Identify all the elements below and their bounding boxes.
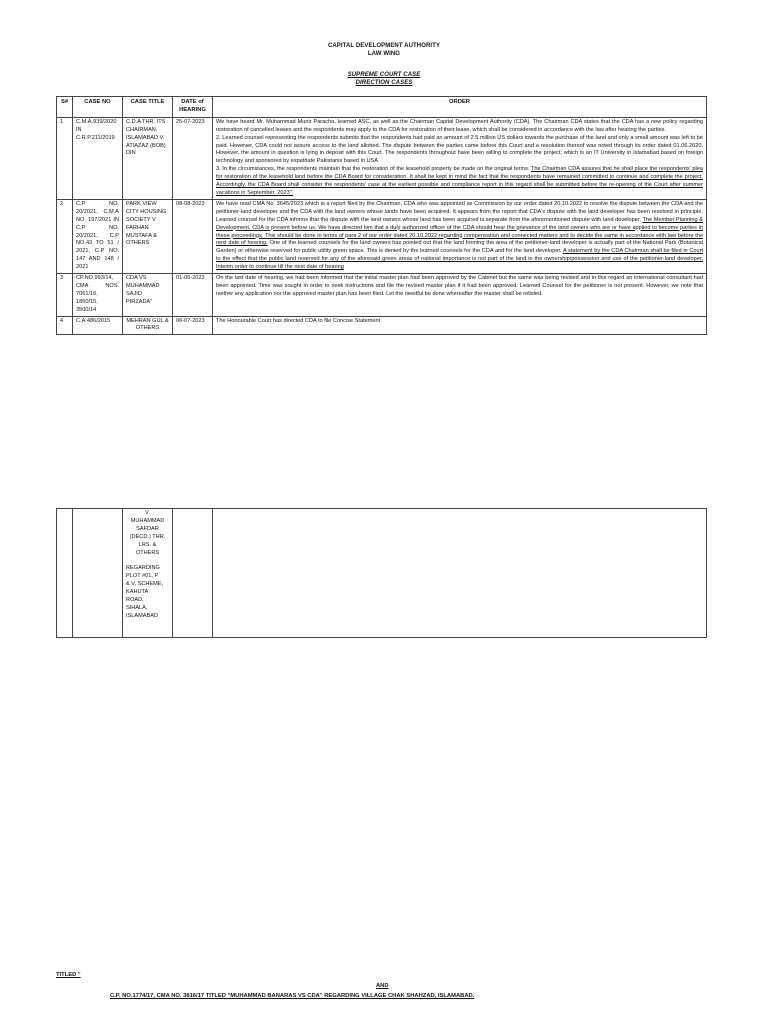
cell-sn xyxy=(57,509,73,638)
table-row xyxy=(57,509,707,638)
title-line: OTHERS xyxy=(135,549,160,556)
title-line: & V, SCHEME, xyxy=(126,581,164,588)
order-paragraph: 2. Learned counsel representing the respondents submits that the respondents had paid an amount of 2.5 million US dollars towards the purchase of the land and only a small amount was left to be paid. However, CDA could not assure access to the land allotted. The dispute between the parties came before this Court and a resolution thereof was noted through its order dated 01.06.2020. However, the amount in question is lying in deposit with this Court. The respondents throughout have been willing to complete the project, which is an IT University in Islamabad based on foreign technology and sponsored by expatriate Pakistanis based in USA. xyxy=(216,134,703,165)
table-row xyxy=(57,199,707,273)
title-line: ISLAMABAD xyxy=(126,612,159,619)
title-line: KAHUTA xyxy=(126,589,149,596)
cell-date: 25-07-2023 xyxy=(173,117,213,199)
cell-date: 01-06-2023 xyxy=(173,274,213,317)
title-line: SAFDAR xyxy=(136,525,159,532)
continuation-table xyxy=(56,508,707,638)
wing-title: LAW WING xyxy=(367,51,401,57)
order-underlined-text: The Member Planning & Development, CDA is present before us. We have directed him that a duly authorized officer of the CDA should hear the grievance of the land owners who are or have applied to become parties in these proceedings. This should be done in terms of para 2 of our order dated 20.10.2022 regarding compensation and connected matters and to decide the same in accordance with law before the next date of hearing. xyxy=(216,216,703,247)
col-header-date: DATE of HEARING xyxy=(173,97,213,118)
cell-order xyxy=(213,117,707,199)
cell-order xyxy=(213,274,707,317)
cell-date: 08-08-2023 xyxy=(173,199,213,273)
order-text: One of the learned counsels for the land owners has pointed out that the land forming the area of the petitioner-land developer is actually part of the National Park (Botanical Garden) or otherwise reserved for public utility green space. This is denied by the learned counsels for the CDA and for the land developer. xyxy=(216,240,703,255)
cell-case-no xyxy=(73,509,123,638)
title-line: MUHAMMAD xyxy=(130,517,165,524)
order-paragraph: On the last date of hearing, we had been informed that the initial master plan had been approved by the Cabinet but the same was being revised and in this regard an international consultant had been appointed. Time was sought in order to seek instructions and file the revised master plan if it had been approved. Learned Counsel for the petitioner is not present. However, we note that neither any application nor the approved master plan has been filed. Let the needful be done whereafter the master shall be relisted. xyxy=(216,275,703,297)
col-header-case-no: CASE NO xyxy=(73,97,123,118)
order-underlined-text: A statement by the CDA Chairman shall be filed in Court to the effect that the public land reserved for any of the aforesaid green areas of national importance is not part of the land in the ownership/possession and use of the petitioner-land developer. Interim order to continue till the next date of hearing xyxy=(216,248,704,271)
order-paragraph xyxy=(216,201,703,272)
cell-case-title xyxy=(123,509,173,638)
order-text: We have read CMA No. 3645/2023 which is a report filed by the Chairman, CDA who was appointed as Commission by our order dated 20.10.2022 to resolve the dispute between the CDA and the petitioner-land developer and the CDA with the land owners whose lands have been acquired. It appears from the report that CDA's dispute with the land developer has been resolved in principle. Learned counsel for the CDA informs that the dispute with the land owners whose land has been acquired is separate from the aforementioned dispute with land developer. xyxy=(216,200,703,223)
cell-sn: 2 xyxy=(57,199,73,273)
cell-case-no: C.M.A.939/2020 IN C.R.P.211/2019 xyxy=(73,117,123,199)
col-header-case-title: CASE TITLE xyxy=(123,97,173,118)
footer-titled: TITLED " xyxy=(56,972,81,978)
org-title: CAPITAL DEVELOPMENT AUTHORITY xyxy=(327,43,441,49)
table-row xyxy=(57,316,707,335)
court-title: SUPREME COURT CASE xyxy=(347,72,421,78)
title-line: ROAD, xyxy=(126,597,144,604)
title-line: PLOT #01, P xyxy=(126,573,159,580)
col-header-sn: S# xyxy=(57,97,73,118)
cell-date: 06-07-2023 xyxy=(173,316,213,335)
table-row xyxy=(57,117,707,199)
order-paragraph xyxy=(216,166,703,198)
order-paragraph: We have heard Mr. Muhammad Munir Paracha, learned ASC, as well as the Chairman Capital Development Authority (CDA). The Chairman CDA states that the CDA has a new policy regarding restoration of cancelled leases and the respondents may apply to the CDA for restoration of their lease, which shall be considered in accordance with the law after hearing the parties. xyxy=(216,118,703,133)
table-header-row xyxy=(57,97,707,118)
section-title: DIRECTION CASES xyxy=(355,80,413,86)
cell-order xyxy=(213,509,707,638)
cell-case-title: CDA VS MUHAMMAD SAJID PIRZADA" xyxy=(123,274,173,317)
cell-case-title: C.D.A THR. ITS CHAIRMAN, ISLAMABAD V. ATIAZAZ (BOB) DIN xyxy=(123,117,173,199)
table-row xyxy=(57,274,707,317)
cell-sn: 4 xyxy=(57,316,73,335)
title-spacer xyxy=(126,557,169,565)
cell-order xyxy=(213,316,707,335)
order-underlined-text: The Chairman CDA assures that he shall place the respondents' plea for restoration of the leasehold land before the CDA Board for consideration. It shall be kept in mind the fact that the respondents have remained committed to continue and complete the project. Accordingly, the CDA Board shall consider the respondents' case at the earliest possible and compliance report in this regard shall be submitted before the re-opening of the Court after summer vacations in September, 2023". xyxy=(216,166,704,196)
cell-sn: 3 xyxy=(57,274,73,317)
title-line: (DECD.) THR. xyxy=(129,533,166,540)
col-header-order: ORDER xyxy=(213,97,707,118)
cell-date xyxy=(173,509,213,638)
direction-cases-table xyxy=(56,96,707,335)
cell-case-no: CP.NO.993/14, CMA NOS. 7061/16, 1850/15, 3500/14 xyxy=(73,274,123,317)
cell-case-title: MEHRAN GUL & OTHERS xyxy=(123,316,173,335)
title-line: V. xyxy=(145,510,150,516)
cell-sn: 1 xyxy=(57,117,73,199)
cell-case-title: PARK VIEW CITY HOUSING SOCIETY V FARHAN MUSTAFA & OTHERS xyxy=(123,199,173,273)
order-paragraph: The Honourable Court has directed CDA to file Concise Statement xyxy=(216,317,381,324)
order-text: 3. In the circumstances, the respondents maintain that the restoration of the leasehold property be made on the original terms. xyxy=(216,166,532,173)
cell-order xyxy=(213,199,707,273)
title-line: LRS. & xyxy=(138,541,157,548)
title-line: SIHALA, xyxy=(126,604,148,611)
footer-case-line: C.P. NO.1774/17, CMA NO. 3816/17 TITLED "MUHAMMAD BANARAS VS CDA" REGARDING VILLAGE CHAK SHAHZAD, ISLAMABAD. xyxy=(110,993,475,999)
cell-case-no: C.A.486/2015 xyxy=(73,316,123,335)
cell-case-no: C.P NO. 20/2021, C.M.A NO. 197/2021 IN C.P NO. 20/2021, C.P NO.43 TO 51 / 2021, C.P NO. 147 AND 148 / 2021 xyxy=(73,199,123,273)
footer-and: AND xyxy=(376,983,389,989)
title-line: REGARDING xyxy=(126,565,160,572)
